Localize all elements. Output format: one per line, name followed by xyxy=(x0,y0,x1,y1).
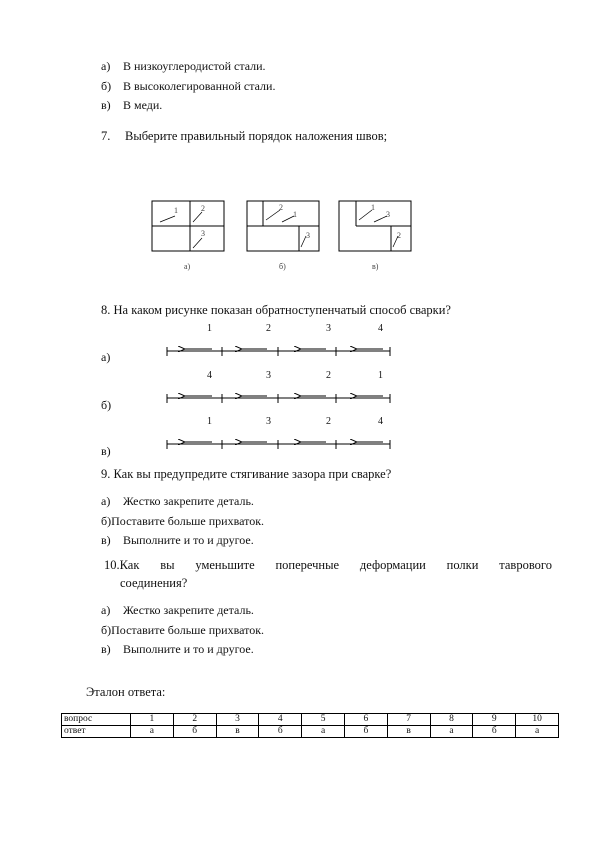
table-row xyxy=(62,714,559,726)
q8-seam-a xyxy=(167,347,390,356)
option-text: Жестко закрепите деталь. xyxy=(123,494,254,508)
q10-word: поперечные xyxy=(275,558,340,572)
option-text: Поставите больше прихваток. xyxy=(111,514,265,528)
row-header: ответ xyxy=(62,726,131,738)
fig-a-caption: а) xyxy=(184,262,191,271)
q8-b-num-2: 3 xyxy=(266,370,271,381)
option-text: Выполните и то и другое. xyxy=(123,642,254,656)
question-cell: 5 xyxy=(302,714,345,726)
answer-cell: в xyxy=(387,726,430,738)
option-text: В меди. xyxy=(123,98,163,112)
answer-cell: а xyxy=(302,726,345,738)
option-marker: а) xyxy=(101,494,111,508)
fig-a-label-2: 2 xyxy=(201,204,205,213)
question-cell: 4 xyxy=(259,714,302,726)
question-cell: 9 xyxy=(473,714,516,726)
q8-a-num-2: 2 xyxy=(266,323,271,334)
option-text: В высоколегированной стали. xyxy=(123,79,276,93)
q8-c-num-2: 3 xyxy=(266,416,271,427)
answer-key-title: Эталон ответа: xyxy=(86,685,166,699)
option-text: В низкоуглеродистой стали. xyxy=(123,59,266,73)
q9-option-b xyxy=(101,514,264,528)
fig-c-label-1: 1 xyxy=(371,203,375,212)
q10-question-line1 xyxy=(104,558,552,573)
q10-option-c xyxy=(101,642,254,656)
row-header: вопрос xyxy=(62,714,131,726)
answer-cell: а xyxy=(430,726,473,738)
fig-b-label-1: 1 xyxy=(293,210,297,219)
question-cell: 2 xyxy=(173,714,216,726)
answer-cell: а xyxy=(516,726,559,738)
answer-cell: а xyxy=(131,726,174,738)
question-cell: 7 xyxy=(387,714,430,726)
option-marker: а) xyxy=(101,59,111,73)
option-marker: б) xyxy=(101,79,112,93)
option-text: Поставите больше прихваток. xyxy=(111,623,265,637)
option-marker: б) xyxy=(101,514,112,528)
answer-cell: б xyxy=(173,726,216,738)
q8-c-num-3: 2 xyxy=(326,416,331,427)
q10-word: таврового xyxy=(499,558,552,572)
q7-number: 7. xyxy=(101,129,111,143)
q9-option-a xyxy=(101,494,254,508)
q8-row-a-label: а) xyxy=(101,350,111,364)
question-cell: 10 xyxy=(516,714,559,726)
q10-question-line2: соединения? xyxy=(120,576,188,590)
q8-a-num-4: 4 xyxy=(378,323,383,334)
answer-cell: б xyxy=(344,726,387,738)
q8-a-num-3: 3 xyxy=(326,323,331,334)
q8-c-num-4: 4 xyxy=(378,416,383,427)
question-cell: 3 xyxy=(216,714,259,726)
q8-row-c-label: в) xyxy=(101,444,111,458)
q8-row-b-label: б) xyxy=(101,398,112,412)
question-cell: 6 xyxy=(344,714,387,726)
question-cell: 1 xyxy=(131,714,174,726)
q10-word: полки xyxy=(446,558,479,572)
fig-b-caption: б) xyxy=(279,262,286,271)
option-text: Выполните и то и другое. xyxy=(123,533,254,547)
q9-question: 9. Как вы предупредите стягивание зазора при сварке? xyxy=(101,467,392,481)
fig-c-caption: в) xyxy=(372,262,379,271)
q10-option-b xyxy=(101,623,264,637)
fig-c-label-3: 3 xyxy=(386,210,390,219)
q8-a-num-1: 1 xyxy=(207,323,212,334)
q10-word: уменьшите xyxy=(195,558,255,572)
question-cell: 8 xyxy=(430,714,473,726)
option-marker: в) xyxy=(101,642,111,656)
answer-key-table xyxy=(61,713,559,738)
option-marker: в) xyxy=(101,533,111,547)
option-marker: а) xyxy=(101,603,111,617)
answer-cell: б xyxy=(259,726,302,738)
q8-b-num-4: 1 xyxy=(378,370,383,381)
answer-cell: б xyxy=(473,726,516,738)
q10-word: деформации xyxy=(359,558,426,572)
q8-question: 8. На каком рисунке показан обратноступенчатый способ сварки? xyxy=(101,303,451,317)
q9-option-c xyxy=(101,533,254,547)
q10-option-a xyxy=(101,603,254,617)
q7-text: Выберите правильный порядок наложения швов; xyxy=(125,129,388,143)
table-row xyxy=(62,726,559,738)
option-marker: б) xyxy=(101,623,112,637)
answer-cell: в xyxy=(216,726,259,738)
fig-a-label-1: 1 xyxy=(174,206,178,215)
q8-seam-b xyxy=(167,394,390,403)
q8-c-num-1: 1 xyxy=(207,416,212,427)
q8-seam-c xyxy=(167,440,390,449)
fig-b-label-2: 2 xyxy=(279,203,283,212)
fig-b-label-3: 3 xyxy=(306,231,310,240)
q8-b-num-1: 4 xyxy=(207,370,212,381)
fig-c-label-2: 2 xyxy=(397,231,401,240)
option-text: Жестко закрепите деталь. xyxy=(123,603,254,617)
option-marker: в) xyxy=(101,98,111,112)
q10-word: 10.Как xyxy=(104,558,140,572)
fig-a-label-3: 3 xyxy=(201,229,205,238)
q10-word: вы xyxy=(160,558,175,572)
q8-b-num-3: 2 xyxy=(326,370,331,381)
